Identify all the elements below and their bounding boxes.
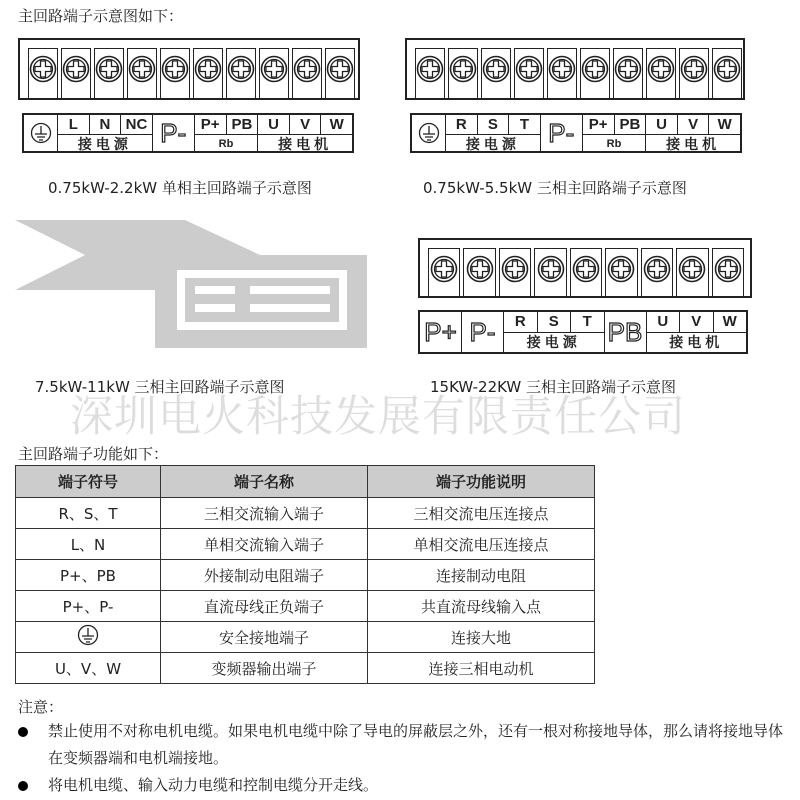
terminal-label: P+: [583, 115, 615, 134]
table-cell: 直流母线正负端子: [161, 591, 368, 622]
terminal-screw: [712, 48, 742, 98]
table-row: [16, 622, 595, 653]
terminal-screw: [325, 48, 355, 98]
terminal-screw: [534, 248, 566, 296]
screw-icon: [643, 255, 671, 283]
terminal-label: T: [582, 313, 592, 330]
terminal-label: W: [329, 116, 344, 133]
terminal-screw: [676, 248, 708, 296]
terminal-label: P+: [420, 312, 462, 352]
col-header: 端子符号: [16, 466, 161, 498]
terminal-screw: [712, 248, 744, 296]
table-cell: 安全接地端子: [161, 622, 368, 653]
ground-icon: [24, 115, 58, 151]
terminal-screw: [61, 48, 91, 98]
diagram-heading: 主回路端子示意图如下：: [18, 7, 184, 25]
table-cell: P+、P-: [16, 591, 161, 622]
terminal-label: V: [680, 312, 714, 332]
terminal-label: P-: [153, 115, 195, 151]
screw-icon: [416, 55, 444, 83]
terminal-block-3: [418, 238, 752, 298]
terminal-screw: [570, 248, 602, 296]
screw-icon: [62, 55, 90, 83]
terminal-group: [446, 115, 541, 151]
screw-icon: [713, 55, 741, 83]
terminal-screw: [226, 48, 256, 98]
group-label: Rb: [606, 138, 622, 150]
table-row: [16, 498, 595, 529]
terminal-label: U: [646, 115, 678, 134]
terminal-group: [504, 312, 605, 352]
table-row: [16, 653, 595, 684]
screw-icon: [515, 55, 543, 83]
col-header: 端子功能说明: [368, 466, 595, 498]
terminal-block-2: [405, 38, 745, 100]
table-cell: 连接大地: [368, 622, 595, 653]
screw-icon: [293, 55, 321, 83]
terminal-labels-3: [418, 310, 748, 354]
note-item: [18, 772, 788, 799]
terminal-screw: [94, 48, 124, 98]
terminal-labels-2: [410, 113, 742, 153]
terminal-screw: [193, 48, 223, 98]
terminal-screw: [613, 48, 643, 98]
note-text: 将电机电缆、输入动力电缆和控制电缆分开走线。: [48, 776, 379, 794]
screw-icon: [128, 55, 156, 83]
note-title: 注意：: [18, 698, 64, 716]
screw-icon: [29, 55, 57, 83]
terminal-screw: [28, 48, 58, 98]
screw-icon: [572, 255, 600, 283]
terminal-screw: [448, 48, 478, 98]
screw-icon: [194, 55, 222, 83]
table-cell: 单相交流电压连接点: [368, 529, 595, 560]
terminal-function-table: [15, 465, 595, 684]
table-cell: 连接制动电阻: [368, 560, 595, 591]
terminal-group: [583, 115, 647, 151]
note-item: [18, 718, 788, 772]
screw-icon: [501, 255, 529, 283]
table-cell: P+、PB: [16, 560, 161, 591]
table-row: [16, 591, 595, 622]
screw-icon: [466, 255, 494, 283]
col-header: 端子名称: [161, 466, 368, 498]
caption-3: 7.5kW-11kW 三相主回路端子示意图: [35, 378, 285, 396]
screw-icon: [647, 55, 675, 83]
screw-icon: [161, 55, 189, 83]
terminal-label: T: [519, 116, 530, 133]
terminal-label: S: [538, 312, 572, 332]
caption-2: 0.75kW-5.5kW 三相主回路端子示意图: [423, 179, 687, 197]
terminal-screw: [127, 48, 157, 98]
note-text: 禁止使用不对称电机电缆。如果电机电缆中除了导电的屏蔽层之外，还有一根对称接地导体，那么请将接地导体在变频器端和电机端接地。: [48, 722, 784, 767]
group-label: 接电源: [77, 136, 132, 152]
terminal-screw: [259, 48, 289, 98]
group-label: 接电源: [526, 333, 581, 350]
terminal-label: U: [647, 312, 681, 332]
screw-icon: [326, 55, 354, 83]
table-cell: 单相交流输入端子: [161, 529, 368, 560]
caption-4: 15KW-22KW 三相主回路端子示意图: [430, 378, 677, 396]
table-cell: 连接三相电动机: [368, 653, 595, 684]
terminal-group: [58, 115, 153, 151]
screw-icon: [607, 255, 635, 283]
terminal-label: R: [446, 115, 478, 134]
terminal-screw: [292, 48, 322, 98]
terminal-labels-1: [22, 113, 354, 153]
table-cell: 共直流母线输入点: [368, 591, 595, 622]
ground-icon: [16, 622, 161, 653]
terminal-screw: [646, 48, 676, 98]
terminal-label: N: [90, 115, 122, 134]
screw-icon: [227, 55, 255, 83]
terminal-label: S: [478, 115, 510, 134]
terminal-screw: [605, 248, 637, 296]
table-row: [16, 560, 595, 591]
terminal-label: P-: [462, 312, 504, 352]
screw-icon: [680, 55, 708, 83]
terminal-screw: [160, 48, 190, 98]
table-cell: 三相交流电压连接点: [368, 498, 595, 529]
terminal-label: NC: [125, 116, 148, 133]
group-label: 接电机: [666, 136, 721, 152]
screw-icon: [430, 255, 458, 283]
bullet-icon: [18, 781, 28, 791]
group-label: Rb: [218, 138, 234, 150]
screw-icon: [537, 255, 565, 283]
terminal-screw: [415, 48, 445, 98]
screw-icon: [449, 55, 477, 83]
terminal-screw: [641, 248, 673, 296]
terminal-label: W: [717, 116, 732, 133]
table-heading: 主回路端子功能如下：: [18, 445, 169, 463]
company-logo: [15, 220, 367, 348]
table-cell: 外接制动电阻端子: [161, 560, 368, 591]
terminal-label: PB: [605, 312, 647, 352]
terminal-label: W: [722, 313, 737, 330]
screw-icon: [714, 255, 742, 283]
terminal-group: [258, 115, 352, 151]
screw-icon: [95, 55, 123, 83]
terminal-group: [195, 115, 259, 151]
watermark: 深圳电火科技发展有限责任公司: [70, 392, 686, 442]
caption-1: 0.75kW-2.2kW 单相主回路端子示意图: [48, 179, 312, 197]
screw-icon: [581, 55, 609, 83]
terminal-label: V: [290, 115, 322, 134]
terminal-screw: [463, 248, 495, 296]
terminal-label: R: [504, 312, 538, 332]
terminal-screw: [580, 48, 610, 98]
terminal-label: V: [678, 115, 710, 134]
terminal-screw: [481, 48, 511, 98]
screw-icon: [678, 255, 706, 283]
terminal-label: PB: [231, 116, 253, 133]
terminal-label: P+: [195, 115, 227, 134]
terminal-label: P-: [541, 115, 583, 151]
terminal-screw: [499, 248, 531, 296]
terminal-group: [647, 312, 747, 352]
table-row: [16, 529, 595, 560]
terminal-screw: [679, 48, 709, 98]
group-label: 接电机: [669, 333, 724, 350]
table-cell: 三相交流输入端子: [161, 498, 368, 529]
ground-icon: [412, 115, 446, 151]
terminal-block-1: [18, 38, 360, 100]
bullet-icon: [18, 727, 28, 737]
terminal-label: L: [58, 115, 90, 134]
group-label: 接电机: [278, 136, 333, 152]
screw-icon: [614, 55, 642, 83]
table-cell: 变频器输出端子: [161, 653, 368, 684]
table-cell: L、N: [16, 529, 161, 560]
terminal-label: PB: [619, 116, 641, 133]
table-cell: U、V、W: [16, 653, 161, 684]
terminal-group: [646, 115, 740, 151]
group-label: 接电源: [465, 136, 520, 152]
terminal-screw: [547, 48, 577, 98]
screw-icon: [260, 55, 288, 83]
screw-icon: [482, 55, 510, 83]
table-cell: R、S、T: [16, 498, 161, 529]
screw-icon: [548, 55, 576, 83]
terminal-label: U: [258, 115, 290, 134]
terminal-screw: [514, 48, 544, 98]
terminal-screw: [428, 248, 460, 296]
